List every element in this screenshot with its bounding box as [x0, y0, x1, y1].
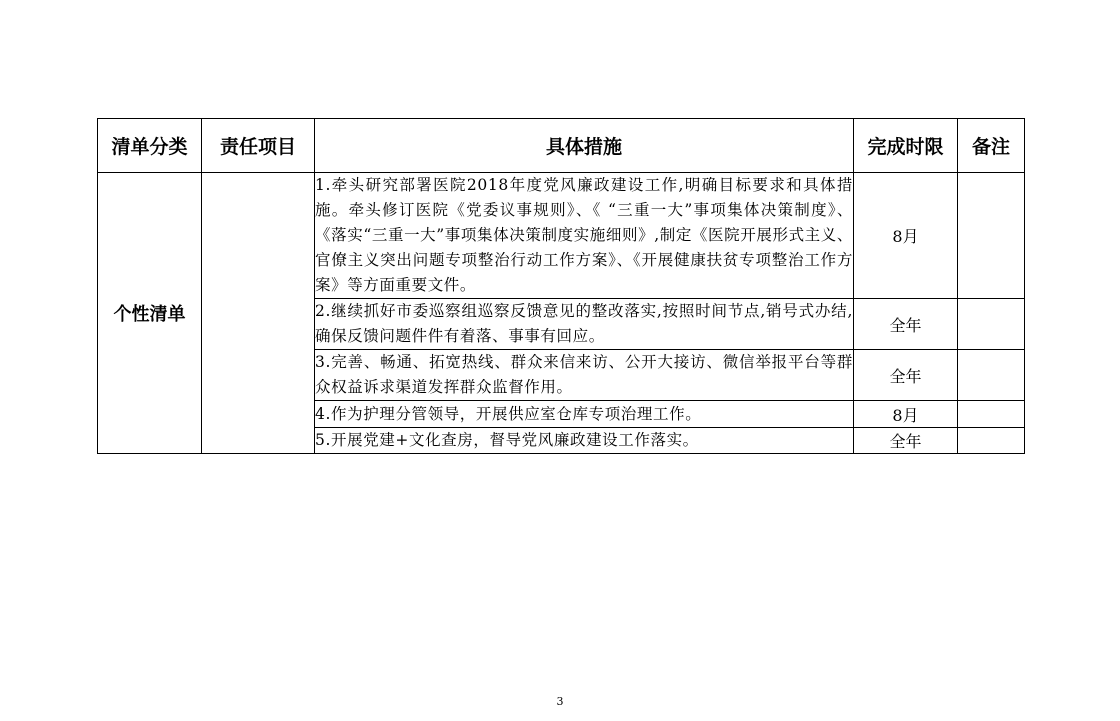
task-table: [97, 118, 1025, 454]
category-cell: 个性清单: [98, 173, 202, 454]
remark-cell: [958, 350, 1025, 401]
deadline-cell: 8月: [854, 401, 958, 428]
page-number: 3: [556, 695, 564, 708]
measure-cell: 2.继续抓好市委巡察组巡察反馈意见的整改落实,按照时间节点,销号式办结,确保反馈问题件件有着落、事事有回应。: [315, 299, 854, 350]
remark-cell: [958, 401, 1025, 428]
deadline-cell: 全年: [854, 299, 958, 350]
project-cell: [202, 173, 315, 454]
header-project: 责任项目: [202, 119, 315, 173]
remark-cell: [958, 173, 1025, 299]
remark-cell: [958, 428, 1025, 454]
header-remark: 备注: [958, 119, 1025, 173]
header-measures: 具体措施: [315, 119, 854, 173]
deadline-cell: 全年: [854, 350, 958, 401]
measure-cell: 4.作为护理分管领导，开展供应室仓库专项治理工作。: [315, 401, 854, 428]
header-category: 清单分类: [98, 119, 202, 173]
measure-cell: 5.开展党建+文化查房，督导党风廉政建设工作落实。: [315, 428, 854, 454]
remark-cell: [958, 299, 1025, 350]
header-deadline: 完成时限: [854, 119, 958, 173]
table-row: [98, 173, 1025, 299]
header-row: [98, 119, 1025, 173]
deadline-cell: 8月: [854, 173, 958, 299]
measure-cell: 1.牵头研究部署医院2018年度党风廉政建设工作,明确目标要求和具体措施。牵头修订医院《党委议事规则》、《 “三重一大”事项集体决策制度》、《落实“三重一大”事项集体决策制度实施细则》,制定《医院开展形式主义、官僚主义突出问题专项整治行动工作方案》、《开展健康扶贫专项整治工作方案》等方面重要文件。: [315, 173, 854, 299]
deadline-cell: 全年: [854, 428, 958, 454]
measure-cell: 3.完善、畅通、拓宽热线、群众来信来访、公开大接访、微信举报平台等群众权益诉求渠道发挥群众监督作用。: [315, 350, 854, 401]
